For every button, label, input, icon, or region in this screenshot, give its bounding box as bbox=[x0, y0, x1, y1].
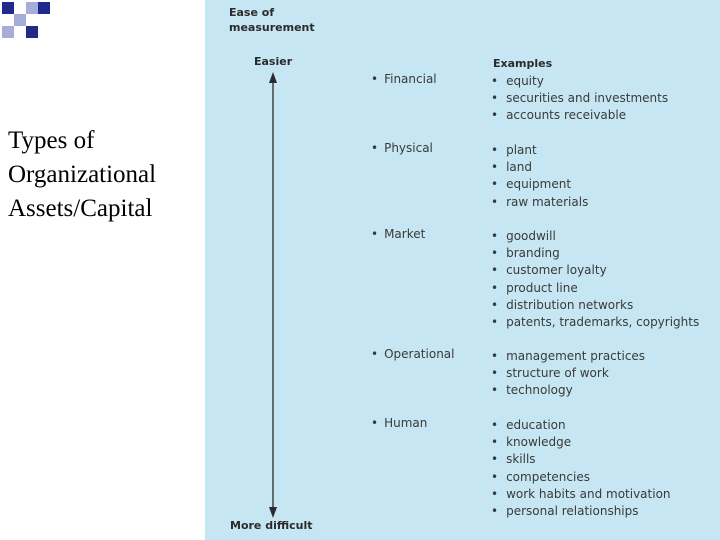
example-item: • customer loyalty bbox=[491, 262, 699, 279]
slide-title-line: Types of bbox=[8, 127, 95, 154]
examples-list-financial bbox=[491, 73, 668, 125]
example-item: • education bbox=[491, 417, 671, 434]
examples-list-operational bbox=[491, 348, 645, 400]
slide-title bbox=[8, 124, 203, 226]
category-market: • Market bbox=[371, 227, 425, 241]
example-item: • branding bbox=[491, 245, 699, 262]
scale-title bbox=[229, 5, 339, 35]
example-item: • plant bbox=[491, 142, 588, 159]
example-item: • knowledge bbox=[491, 434, 671, 451]
category-financial: • Financial bbox=[371, 72, 437, 86]
example-item: • securities and investments bbox=[491, 90, 668, 107]
examples-list-market bbox=[491, 228, 699, 331]
example-item: • competencies bbox=[491, 469, 671, 486]
double-headed-arrow bbox=[261, 70, 285, 520]
scale-title-line: measurement bbox=[229, 21, 315, 34]
example-item: • distribution networks bbox=[491, 297, 699, 314]
example-item: • skills bbox=[491, 451, 671, 468]
example-item: • goodwill bbox=[491, 228, 699, 245]
example-item: • structure of work bbox=[491, 365, 645, 382]
axis-label-bottom: More difficult bbox=[230, 519, 313, 532]
slide-title-line: Assets/Capital bbox=[8, 195, 153, 222]
axis-label-top: Easier bbox=[254, 55, 293, 68]
examples-heading: Examples bbox=[493, 57, 553, 70]
category-physical: • Physical bbox=[371, 141, 433, 155]
example-item: • land bbox=[491, 159, 588, 176]
example-item: • equipment bbox=[491, 176, 588, 193]
example-item: • product line bbox=[491, 280, 699, 297]
slide-title-line: Organizational bbox=[8, 161, 157, 188]
example-item: • patents, trademarks, copyrights bbox=[491, 314, 699, 331]
example-item: • work habits and motivation bbox=[491, 486, 671, 503]
example-item: • personal relationships bbox=[491, 503, 671, 520]
corner-decoration bbox=[0, 0, 60, 50]
scale-title-line: Ease of bbox=[229, 6, 275, 19]
examples-list-physical bbox=[491, 142, 588, 211]
example-item: • raw materials bbox=[491, 194, 588, 211]
examples-list-human bbox=[491, 417, 671, 520]
asset-measurement-diagram bbox=[205, 0, 720, 540]
example-item: • management practices bbox=[491, 348, 645, 365]
example-item: • technology bbox=[491, 382, 645, 399]
category-operational: • Operational bbox=[371, 347, 454, 361]
example-item: • equity bbox=[491, 73, 668, 90]
example-item: • accounts receivable bbox=[491, 107, 668, 124]
category-human: • Human bbox=[371, 416, 427, 430]
